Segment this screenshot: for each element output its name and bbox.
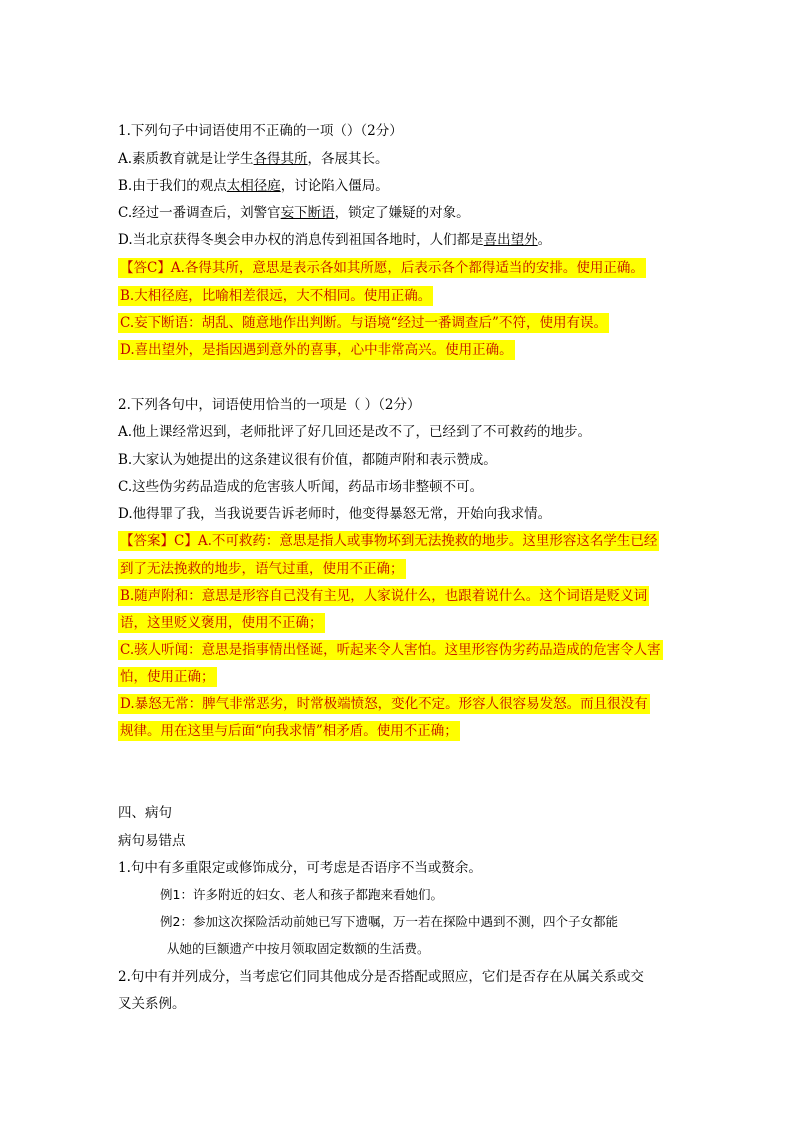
q2-option-d: D.他得罪了我，当我说要告诉老师时，他变得暴怒无常，开始向我求情。	[118, 506, 552, 522]
q1-answer-highlight	[118, 258, 646, 278]
q1-a-pre: A.素质教育就是让学生	[118, 151, 254, 167]
q1-a-post: ，各展其长。	[307, 151, 389, 167]
q1-answer-d: D.喜出望外，是指因遇到意外的喜事，心中非常高兴。使用正确。	[120, 342, 513, 358]
section-heading: 四、病句	[118, 805, 172, 821]
q2-answer-line-1	[118, 531, 659, 551]
q2-answer-text: A.不可救药：意思是指人或事物坏到无法挽救的地步。这里形容这名学生已经	[197, 533, 658, 549]
q2-answer-line-7	[118, 694, 650, 714]
q1-answer-line-1	[118, 258, 646, 278]
q2-answer-text: 到了无法挽救的地步，语气过重，使用不正确；	[120, 561, 404, 577]
q2-answer-text: C.骇人听闻：意思是指事情出怪诞，听起来令人害怕。这里形容伪劣药品造成的危害令人害	[120, 642, 661, 658]
q1-option-d	[118, 230, 551, 250]
q1-b-pre: B.由于我们的观点	[118, 178, 227, 194]
q1-question: 1.下列句子中词语使用不正确的一项（）（2分）	[118, 123, 403, 139]
q1-b-term: 太相径庭	[226, 178, 281, 194]
example-2-line-2: 从她的巨额遗产中按月领取固定数额的生活费。	[167, 941, 430, 956]
q2-question: 2.下列各句中，词语使用恰当的一项是（ ）（2分）	[118, 397, 421, 413]
q1-a-term: 各得其所	[253, 151, 308, 167]
q2-answer-label: 【答案】C】	[120, 533, 198, 549]
q2-answer-text: 怕，使用正确；	[120, 669, 215, 685]
q1-answer-a: A.各得其所，意思是表示各如其所愿，后表示各个都得适当的安排。使用正确。	[170, 260, 644, 276]
q1-answer-c: C.妄下断语：胡乱、随意地作出判断。与语境“经过一番调查后”不符，使用有误。	[120, 315, 607, 331]
q1-c-term: 妄下断语	[280, 205, 335, 221]
point-2-line-1: 2.句中有并列成分，当考虑它们同其他成分是否搭配或照应，它们是否存在从属关系或交	[118, 969, 644, 985]
q1-b-post: ，讨论陷入僵局。	[280, 178, 389, 194]
q2-answer-line-8	[118, 721, 460, 741]
point-1: 1.句中有多重限定或修饰成分，可考虑是否语序不当或赘余。	[118, 860, 482, 876]
q1-option-b	[118, 176, 389, 196]
q1-d-pre: D.当北京获得冬奥会申办权的消息传到祖国各地时，人们都是	[118, 232, 484, 248]
q1-answer-line-4	[118, 340, 515, 360]
q2-answer-line-5	[118, 640, 663, 660]
q2-option-a: A.他上课经常迟到，老师批评了好几回还是改不了，已经到了不可救药的地步。	[118, 424, 592, 440]
q2-answer-line-3	[118, 586, 649, 606]
q1-answer-line-3	[118, 313, 609, 333]
q1-option-a	[118, 149, 389, 169]
q2-option-c: C.这些伪劣药品造成的危害骇人听闻，药品市场非整顿不可。	[118, 479, 484, 495]
q2-answer-text: 规律。用在这里与后面“向我求情”相矛盾。使用不正确；	[120, 723, 458, 739]
q2-answer-line-2	[118, 559, 406, 579]
q1-answer-label: 【答C】	[120, 260, 171, 276]
q2-answer-text: 语，这里贬义褒用，使用不正确；	[120, 615, 323, 631]
q2-answer-highlight	[118, 531, 659, 551]
q1-c-post: ，锁定了嫌疑的对象。	[334, 205, 470, 221]
q2-answer-text: B.随声附和：意思是形容自己没有主见，人家说什么，也跟着说什么。这个词语是贬义词	[120, 588, 648, 604]
q2-answer-text: D.暴怒无常：脾气非常恶劣，时常极端愤怒，变化不定。形容人很容易发怒。而且很没有	[120, 696, 648, 712]
q1-answer-b: B.大相径庭，比喻相差很远，大不相同。使用正确。	[120, 288, 432, 304]
example-1: 例1：许多附近的妇女、老人和孩子都跑来看她们。	[160, 887, 443, 902]
q1-d-post: 。	[537, 232, 552, 248]
q1-d-term: 喜出望外	[483, 232, 538, 248]
q1-c-pre: C.经过一番调查后，刘警官	[118, 205, 281, 221]
q2-answer-line-4	[118, 613, 325, 633]
q2-option-b: B.大家认为她提出的这条建议很有价值，都随声附和表示赞成。	[118, 452, 497, 468]
example-2-line-1: 例2：参加这次探险活动前她已写下遗嘱，万一若在探险中遇到不测，四个子女都能	[160, 914, 618, 929]
q1-option-c	[118, 203, 470, 223]
q1-answer-line-2	[118, 286, 433, 306]
point-2-line-2: 叉关系例。	[118, 996, 186, 1012]
section-subheading: 病句易错点	[118, 833, 186, 849]
q2-answer-line-6	[118, 667, 217, 687]
